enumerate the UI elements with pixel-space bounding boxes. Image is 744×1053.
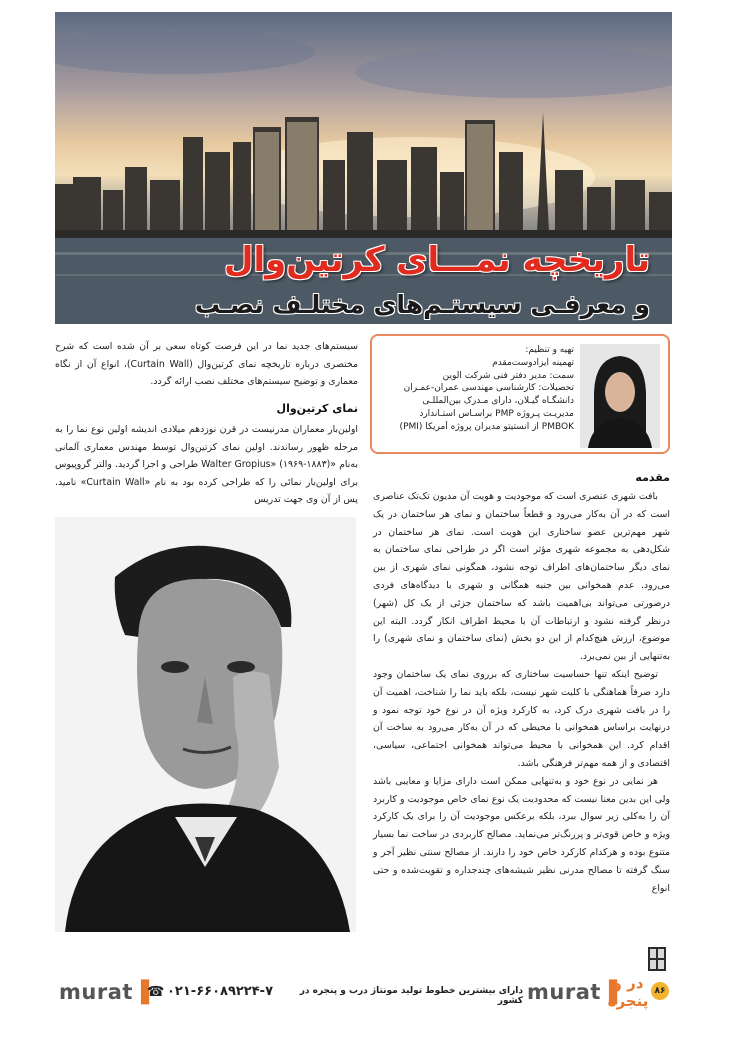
intro-text: سیستم‌های جدید نما در این فرصت کوتاه سعی بر آن شده است که شرح مختصری درباره تاریخچه نمای کرتین‌وال (Curtain Wall)، انواع آن از نگاه معماری و توضیح سیستم‌های مختلف نصب ارائه گردد. (55, 341, 358, 387)
body-paragraph: بافت شهری عنصری است که موجودیت و هویت آن مدیون تک‌تک عناصری است که در آن به‌کار می‌رود و قطعاً ساختمان و نمای هر ساختمان در یک شهر مهم‌ترین عضو ساختاری این هویت است. نمای هر ساختمان در شکل‌دهی به مجموعه شهری مؤثر است اگر در طراحی نمای ساختمان به نمای دیگر ساختمان‌های اطراف توجه نشود، همگونی نمای شهری از بین می‌رود. عدم همخوانی بین جنبه همگانی و شهری با دیدگاه‌های فردی درصورتی می‌تواند بی‌اهمیت باشد که ساختمان جزئی از یک کل (شهر) درنظر گرفته نشود و ارتباطات آن با محیط اطراف انکار گردد. البته این موضوع، ارزش هیچ‌کدام از این دو بخش (نمای ساختمان و نمای شهری) را به‌تنهایی از بین نمی‌برد. (373, 491, 670, 663)
intro-body (373, 488, 670, 897)
brand-logo-left (59, 980, 150, 1004)
magazine-logo: در و پنجره (607, 974, 649, 1010)
author-line: تهمینه ایزادوست‌مقدم (492, 357, 574, 368)
author-line: سمت: مدیر دفتر فنی شرکت الوین (442, 370, 574, 381)
intro-heading: مقدمه (635, 471, 670, 484)
author-line: تحصیلات: کارشناسی مهندسی عمران-عمـران (403, 383, 574, 394)
phone-number: ۰۲۱-۶۶۰۸۹۲۲۴-۷ (167, 984, 274, 999)
footer (55, 972, 675, 1010)
author-line: مدیریـت پـروژه PMP براسـاس استـاندارد (419, 408, 574, 419)
gropius-photo (55, 517, 356, 932)
article-title: تاریخچه نمـــای کرتین‌وال (224, 240, 650, 280)
article-subtitle: و معرفـی سیستـم‌های مختلـف نصـب (194, 290, 650, 319)
man-portrait-icon (55, 517, 356, 932)
footer-tagline: دارای بیشترین خطوط تولید مونتاژ درب و پنجره در کشور (299, 986, 523, 1006)
section-text: اولین‌بار معماران مدرنیست در قرن نوزدهم میلادی اندیشه اولین نوع نما را به مرحله ظهور رساندند. اولین نمای کرتین‌وال توسط مهندس معماری آلمانی به‌نام «Walter Gropius» (۱۹۶۹-۱۸۸۳) طراحی و اجرا گردید. والتر گروپیوس برای اولین‌بار نمائی را که طراحی کرده بود به نام «Curtain Wall» نامید. پس از آن وی جهت تدریس (55, 424, 358, 505)
brand-accent-mark: ▐ (600, 980, 618, 1004)
body-paragraph: هر نمایی در نوع خود و به‌تنهایی ممکن است دارای مزایا و معایبی باشد ولی این بدین معنا نیست که محدودیت یک نوع نمای خاص موجودیت و کاربرد آن را به‌کلی زیر سوال ببرد، بلکه برعکس موجودیت آن را برای یک کارکرد ویژه و خاص قوی‌تر و پررنگ‌تر می‌نماید. مصالح کاربردی در ساخت نما بسیار متنوع بوده و هرکدام کارکرد خاص خود را دارند. از مصالح سنتی نظیر آجر و سنگ گرفته تا مصالح مدرنی نظیر شیشه‌های چندجداره و تقویت‌شده و حتی انواع (373, 775, 670, 894)
author-info (376, 344, 574, 434)
window-icon (647, 946, 667, 972)
author-line: تهیه و تنظیم: (525, 345, 574, 355)
page-number: ۸۶ (651, 982, 669, 1000)
author-photo (580, 344, 660, 448)
brand-text: murat (527, 980, 601, 1004)
intro-paragraph (55, 338, 358, 391)
section-body (55, 421, 358, 509)
phone-icon: ☎ (147, 984, 165, 1000)
author-box (370, 334, 670, 454)
section-heading: نمای کرتین‌وال (276, 402, 358, 415)
author-portrait-icon (580, 344, 660, 448)
author-line: PMBOK از انستیتو مدیران پروژه آمریکا (PMI) (399, 421, 574, 432)
brand-text: murat (59, 980, 133, 1004)
body-paragraph: توضیح اینکه تنها حساسیت ساختاری که برروی نمای یک ساختمان وجود دارد صرفاً هماهنگی با کلیت شهر نیست، بلکه باید نما را شناخت، اهمیت آن را در بافت شهری درک کرد، به کارکرد ویژه آن در نوع خود توجه نمود و درنهایت براساس همخوانی با محیطی که در آن به‌کار می‌رود به ساخت آن اقدام کرد. این همخوانی با محیط می‌تواند همخوانی اجتماعی، سیاسی، اقتصادی و از همه مهم‌تر فرهنگی باشد. (373, 668, 670, 769)
brand-accent-mark: ▐ (132, 980, 150, 1004)
hero-image (55, 12, 672, 324)
author-line: دانشگـاه گیـلان، دارای مـدرک بین‌المللـی (422, 396, 574, 407)
